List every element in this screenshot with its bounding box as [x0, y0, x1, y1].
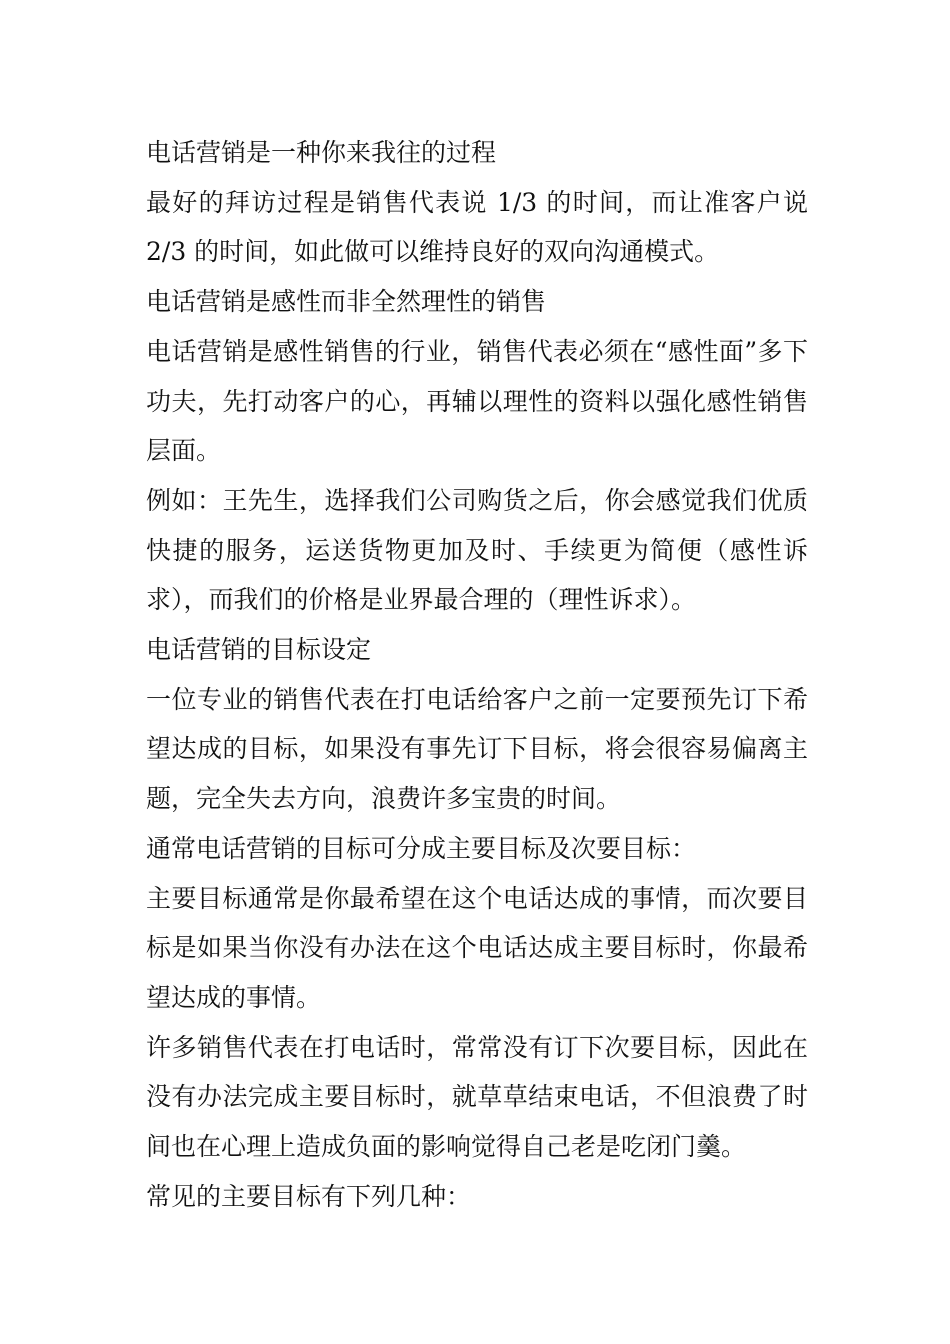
paragraph: 许多销售代表在打电话时，常常没有订下次要目标，因此在没有办法完成主要目标时，就草草结束电话，不但浪费了时间也在心理上造成负面的影响觉得自己老是吃闭门羹。 — [146, 1032, 808, 1162]
paragraph: 一位专业的销售代表在打电话给客户之前一定要预先订下希望达成的目标，如果没有事先订下目标，将会很容易偏离主题，完全失去方向，浪费许多宝贵的时间。 — [146, 684, 808, 814]
paragraph: 电话营销是感性销售的行业，销售代表必须在“感性面”多下功夫，先打动客户的心，再辅以理性的资料以强化感性销售层面。 — [146, 336, 808, 466]
paragraph: 通常电话营销的目标可分成主要目标及次要目标： — [146, 833, 697, 863]
paragraph-heading: 电话营销是一种你来我往的过程 — [146, 138, 497, 167]
paragraph: 主要目标通常是你最希望在这个电话达成的事情，而次要目标是如果当你没有办法在这个电话达成主要目标时，你最希望达成的事情。 — [146, 883, 808, 1012]
paragraph: 例如：王先生，选择我们公司购货之后，你会感觉我们优质快捷的服务，运送货物更加及时、手续更为简便（感性诉求），而我们的价格是业界最合理的（理性诉求）。 — [146, 485, 808, 615]
document-body — [146, 128, 808, 1221]
paragraph: 常见的主要目标有下列几种： — [146, 1181, 472, 1211]
paragraph-heading: 电话营销是感性而非全然理性的销售 — [146, 287, 547, 317]
paragraph-heading: 电话营销的目标设定 — [146, 635, 372, 665]
paragraph: 最好的拜访过程是销售代表说 1/3 的时间，而让准客户说 2/3 的时间，如此做可以维持良好的双向沟通模式。 — [146, 187, 808, 267]
